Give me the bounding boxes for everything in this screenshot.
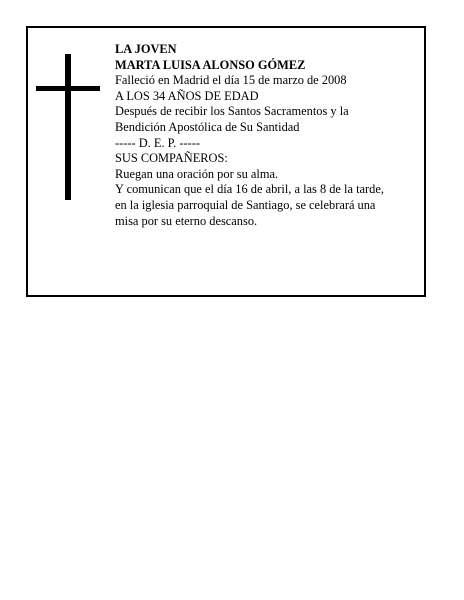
sacraments-line-1: Después de recibir los Santos Sacramentos y la (115, 104, 349, 119)
mass-announcement-line-3: misa por su eterno descanso. (115, 213, 258, 228)
cross-vertical-bar (65, 54, 71, 200)
obituary-text (115, 42, 420, 229)
age-statement: A LOS 34 AÑOS DE EDAD (115, 88, 259, 103)
sacraments-line-2: Bendición Apostólica de Su Santidad (115, 119, 300, 134)
notice-title: LA JOVEN (115, 42, 177, 56)
senders-line: SUS COMPAÑEROS: (115, 151, 228, 166)
mass-announcement-line-1: Y comunican que el día 16 de abril, a las 8 de la tarde, (115, 182, 384, 197)
cross-horizontal-bar (36, 86, 100, 91)
death-statement: Falleció en Madrid el día 15 de marzo de 2008 (115, 73, 347, 88)
prayer-request: Ruegan una oración por su alma. (115, 166, 279, 181)
cross-icon (36, 54, 100, 200)
obituary-notice (26, 26, 426, 297)
deceased-name: MARTA LUISA ALONSO GÓMEZ (115, 57, 306, 72)
mass-announcement-line-2: en la iglesia parroquial de Santiago, se celebrará una (115, 197, 376, 212)
dep-line: ----- D. E. P. ----- (115, 135, 200, 150)
